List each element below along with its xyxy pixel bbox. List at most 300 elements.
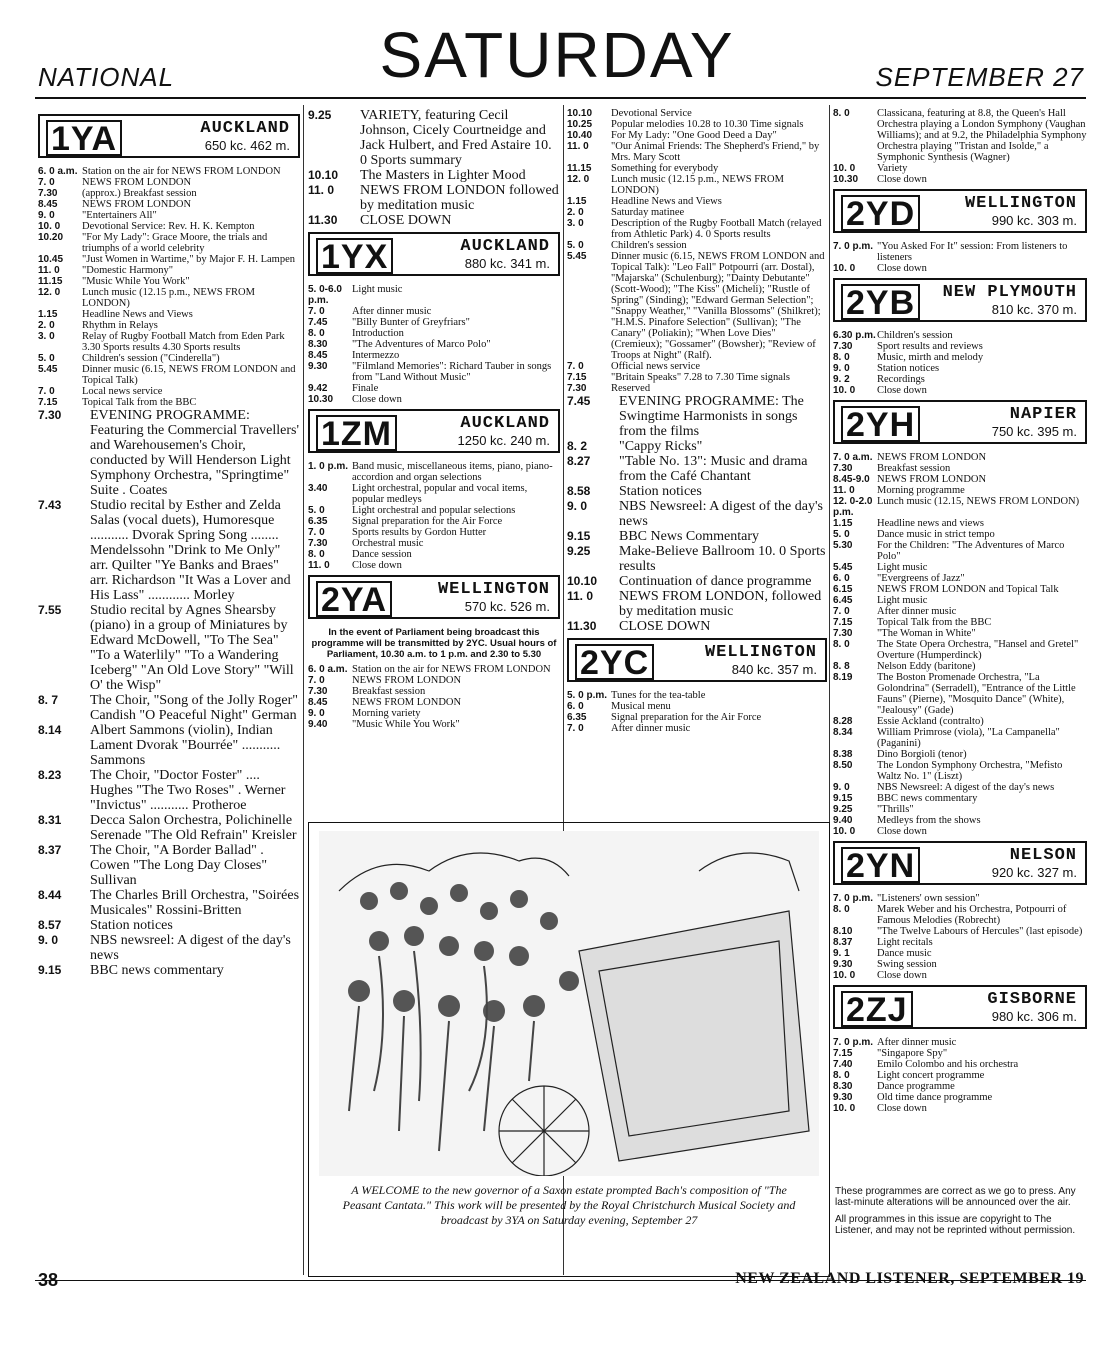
station-logo: 1YX <box>316 238 393 274</box>
disclaimer-text: These programmes are correct as we go to press. Any last-minute alterations will be announced over the air. <box>835 1186 1076 1208</box>
schedule-entry <box>833 804 1087 815</box>
entry-time: 11. 0 <box>308 560 330 571</box>
entry-time: 5. 0 <box>567 240 584 251</box>
entry-time: 10. 0 <box>833 385 856 396</box>
schedule-entry <box>833 163 1087 174</box>
entry-time: 8.44 <box>38 888 62 902</box>
entry-time: 8. 0 <box>833 1070 850 1081</box>
entry-description: Close down <box>877 174 927 185</box>
station-2ya <box>308 575 560 619</box>
entry-description: The Charles Brill Orchestra, "Soirées Musicales" Rossini-Britten <box>90 888 300 918</box>
station-logo: 2YB <box>841 284 920 320</box>
station-city: NAPIER <box>1009 405 1077 424</box>
schedule-entry <box>308 383 560 394</box>
schedule-entry <box>308 361 560 383</box>
schedule-entry <box>833 815 1087 826</box>
entry-time: 10. 0 <box>833 1103 856 1114</box>
entry-description: Intermezzo <box>352 350 400 361</box>
entry-description: Close down <box>877 263 927 274</box>
entry-time: 8. 0 <box>308 328 325 339</box>
entry-time: 9.15 <box>833 793 853 804</box>
schedule-entry <box>567 130 827 141</box>
entry-description: Dance music in strict tempo <box>877 529 995 540</box>
entry-description: BBC news commentary <box>877 793 978 804</box>
schedule-entry <box>38 287 300 309</box>
schedule-entry <box>38 276 300 287</box>
station-2yn <box>833 841 1087 885</box>
entry-description: Headline News and Views <box>611 196 722 207</box>
schedule-entry <box>38 166 300 177</box>
station-1zm <box>308 409 560 453</box>
schedule-entry <box>38 309 300 320</box>
entry-description: Emilo Colombo and his orchestra <box>877 1059 1019 1070</box>
entry-description: Lunch music (12.15 p.m., NEWS FROM LONDON) <box>611 174 784 196</box>
entry-description: Something for everybody <box>611 163 719 174</box>
entry-time: 8.19 <box>833 672 853 683</box>
entry-time: 7.40 <box>833 1059 853 1070</box>
entry-time: 5. 0-6.0 p.m. <box>308 284 342 306</box>
schedule-entry <box>308 483 560 505</box>
entry-description: BBC news commentary <box>90 963 224 978</box>
entry-description: Devotional Service: Rev. H. K. Kempton <box>82 221 255 232</box>
station-frequency: 810 kc. 370 m. <box>991 302 1077 317</box>
entry-description: Decca Salon Orchestra, Polichinelle Serenade "The Old Refrain" Kreisler <box>90 813 297 843</box>
entry-description: "Listeners' own session" <box>877 893 980 904</box>
copyright-text: All programmes in this issue are copyright to The Listener, and may not be reprinted without permission. <box>835 1214 1076 1236</box>
header-day: SATURDAY <box>379 19 735 91</box>
entry-time: 8.23 <box>38 768 62 782</box>
entry-time: 9. 0 <box>833 363 850 374</box>
schedule-entry <box>567 529 827 544</box>
entry-description: Station notices <box>877 363 940 374</box>
evening-programme-1ya <box>38 408 300 978</box>
parliament-note: In the event of Parliament being broadcast this programme will be transmitted by 2YC. Usual hours of Parliament, 10.30 a.m. to 1 p.m. and 2.30 to 5.30 <box>311 627 557 660</box>
schedule-entry <box>567 589 827 619</box>
schedule-entry <box>308 686 560 697</box>
entry-description: NBS Newsreel: A digest of the day's news <box>619 499 823 529</box>
entry-description: Orchestral music <box>352 538 424 549</box>
entry-time: 5. 0 <box>38 353 55 364</box>
entry-time: 10.10 <box>308 168 339 182</box>
entry-description: Marek Weber and his Orchestra, Potpourri of Famous Melodies (Robrecht) <box>877 904 1067 926</box>
entry-description: Music, mirth and melody <box>877 352 984 363</box>
entry-description: Signal preparation for the Air Force <box>611 712 762 723</box>
entry-description: Dance session <box>352 549 412 560</box>
entry-description: The Masters in Lighter Mood <box>360 168 526 183</box>
entry-time: 10. 0 <box>833 970 856 981</box>
entry-description: (approx.) Breakfast session <box>82 188 197 199</box>
schedule-entry <box>833 1037 1087 1048</box>
entry-time: 7.30 <box>567 383 587 394</box>
schedule-entry <box>833 529 1087 540</box>
entry-description: The London Symphony Orchestra, "Mefisto Waltz No. 1" (Liszt) <box>877 760 1063 782</box>
entry-time: 11.15 <box>567 163 592 174</box>
entry-time: 5. 0 <box>833 529 850 540</box>
schedule-entry <box>833 793 1087 804</box>
entry-time: 8.37 <box>833 937 853 948</box>
entry-description: Relay of Rugby Football Match from Eden Park 3.30 Sports results 4.30 Sports results <box>82 331 285 353</box>
schedule-entry <box>308 183 560 213</box>
schedule-entry <box>567 383 827 394</box>
schedule-entry <box>38 188 300 199</box>
schedule-2yb <box>833 330 1087 396</box>
schedule-entry <box>833 363 1087 374</box>
entry-time: 5. 0 <box>308 505 325 516</box>
schedule-entry <box>833 540 1087 562</box>
entry-time: 9. 0 <box>567 499 588 513</box>
schedule-entry <box>38 933 300 963</box>
schedule-entry <box>833 584 1087 595</box>
entry-description: After dinner music <box>611 723 691 734</box>
entry-description: Make-Believe Ballroom 10. 0 Sports results <box>619 544 826 574</box>
entry-time: 9.30 <box>308 361 328 372</box>
entry-description: VARIETY, featuring Cecil Johnson, Cicely Courtneidge and Jack Hulbert, and Fred Astaire 10. 0 Sports summary <box>360 108 552 168</box>
entry-description: Morning variety <box>352 708 421 719</box>
schedule-entry <box>833 562 1087 573</box>
entry-description: Headline news and views <box>877 518 985 529</box>
entry-time: 8.31 <box>38 813 62 827</box>
entry-time: 7.30 <box>38 408 62 422</box>
schedule-entry <box>38 364 300 386</box>
header-national: NATIONAL <box>38 62 175 92</box>
station-city: NEW PLYMOUTH <box>942 283 1077 302</box>
column-divider <box>303 105 304 1275</box>
entry-description: "Table No. 13": Music and drama from the Café Chantant <box>619 454 808 484</box>
station-city: AUCKLAND <box>460 414 550 433</box>
entry-description: NBS Newsreel: A digest of the day's news <box>877 782 1055 793</box>
station-frequency: 920 kc. 327 m. <box>991 865 1077 880</box>
entry-description: Sports results by Gordon Hutter <box>352 527 487 538</box>
schedule-entry <box>833 485 1087 496</box>
schedule-entry <box>567 240 827 251</box>
illustration-panel <box>308 822 830 1277</box>
schedule-entry <box>567 544 827 574</box>
entry-description: Topical Talk from the BBC <box>82 397 197 408</box>
entry-time: 8.27 <box>567 454 591 468</box>
entry-description: "For My Lady": Grace Moore, the trials and triumphs of a world celebrity <box>82 232 268 254</box>
schedule-entry <box>833 463 1087 474</box>
schedule-entry <box>833 661 1087 672</box>
schedule-entry <box>833 760 1087 782</box>
entry-time: 8.57 <box>38 918 62 932</box>
entry-time: 6. 0 a.m. <box>308 664 348 675</box>
schedule-entry <box>38 768 300 813</box>
top-rule <box>35 97 1086 99</box>
entry-description: NEWS FROM LONDON <box>877 452 987 463</box>
entry-time: 8.34 <box>833 727 853 738</box>
entry-description: Recordings <box>877 374 925 385</box>
entry-description: Children's session <box>611 240 687 251</box>
schedule-entry <box>567 207 827 218</box>
schedule-2yd <box>833 241 1087 274</box>
entry-description: "Our Animal Friends: The Shepherd's Friend," by Mrs. Mary Scott <box>611 141 820 163</box>
station-city: NELSON <box>1009 846 1077 865</box>
schedule-entry <box>308 697 560 708</box>
entry-description: Popular melodies 10.28 to 10.30 Time signals <box>611 119 804 130</box>
schedule-entry <box>567 108 827 119</box>
station-frequency: 570 kc. 526 m. <box>464 599 550 614</box>
entry-description: Light orchestral, popular and vocal items, popular medleys <box>352 483 528 505</box>
schedule-entry <box>833 727 1087 749</box>
entry-description: Dinner music (6.15, NEWS FROM LONDON and Topical Talk) <box>82 364 296 386</box>
entry-description: Station on the air for NEWS FROM LONDON <box>82 166 281 177</box>
entry-time: 11. 0 <box>833 485 855 496</box>
entry-description: Tunes for the tea-table <box>611 690 706 701</box>
column-4 <box>833 108 1087 1114</box>
entry-description: "Just Women in Wartime," by Major F. H. Lampen <box>82 254 296 265</box>
entry-time: 3. 0 <box>567 218 584 229</box>
schedule-entry <box>833 452 1087 463</box>
entry-description: The Boston Promenade Orchestra, "La Golondrina" (Serradell), "Entrance of the Little Fauns" (Pierne), "Mosquito Dance" (White), "Jealousy" (Gade) <box>877 672 1076 716</box>
page-number: 38 <box>38 1270 59 1290</box>
entry-time: 7. 0 <box>38 386 55 397</box>
station-frequency: 840 kc. 357 m. <box>731 662 817 677</box>
schedule-entry <box>308 284 560 306</box>
schedule-entry <box>833 330 1087 341</box>
schedule-entry <box>833 639 1087 661</box>
entry-time: 7. 0 <box>38 177 55 188</box>
entry-time: 9.25 <box>308 108 332 122</box>
entry-description: The Choir, "Doctor Foster" .... Hughes "The Two Roses" . Werner "Invictus" ........... Protheroe <box>90 768 286 813</box>
entry-time: 7. 0 <box>567 361 584 372</box>
entry-description: Light orchestral and popular selections <box>352 505 516 516</box>
schedule-entry <box>38 843 300 888</box>
entry-time: 11. 0 <box>567 589 594 603</box>
schedule-entry <box>38 386 300 397</box>
schedule-entry <box>308 317 560 328</box>
schedule-entry <box>567 218 827 240</box>
entry-time: 9. 0 <box>308 708 325 719</box>
schedule-entry <box>38 265 300 276</box>
entry-time: 11. 0 <box>308 183 335 197</box>
schedule-entry <box>833 959 1087 970</box>
station-2zj <box>833 985 1087 1029</box>
station-city: AUCKLAND <box>200 119 290 138</box>
entry-time: 3. 0 <box>38 331 55 342</box>
station-city: WELLINGTON <box>437 580 550 599</box>
entry-time: 9.25 <box>833 804 853 815</box>
entry-time: 9. 0 <box>38 933 59 947</box>
schedule-entry <box>567 163 827 174</box>
station-frequency: 990 kc. 303 m. <box>991 213 1077 228</box>
entry-description: Close down <box>877 826 927 837</box>
schedule-entry <box>833 263 1087 274</box>
schedule-entry <box>38 331 300 353</box>
entry-time: 5. 0 p.m. <box>567 690 608 701</box>
entry-description: Devotional Service <box>611 108 692 119</box>
schedule-entry <box>833 518 1087 529</box>
entry-description: Headline News and Views <box>82 309 193 320</box>
entry-description: Dino Borgioli (tenor) <box>877 749 967 760</box>
schedule-entry <box>833 716 1087 727</box>
entry-time: 9. 0 <box>38 210 55 221</box>
entry-description: Sport results and reviews <box>877 341 983 352</box>
entry-time: 7. 0 a.m. <box>833 452 873 463</box>
schedule-entry <box>38 603 300 693</box>
entry-description: Dance programme <box>877 1081 955 1092</box>
entry-description: After dinner music <box>877 1037 957 1048</box>
schedule-entry <box>567 439 827 454</box>
entry-time: 10.30 <box>308 394 334 405</box>
entry-description: Variety <box>877 163 908 174</box>
entry-description: Introduction <box>352 328 404 339</box>
entry-description: Breakfast session <box>877 463 951 474</box>
station-frequency: 650 kc. 462 m. <box>204 138 290 153</box>
entry-time: 8.45 <box>308 697 328 708</box>
entry-description: NBS newsreel: A digest of the day's news <box>90 933 291 963</box>
schedule-entry <box>567 196 827 207</box>
entry-time: 8.58 <box>567 484 591 498</box>
schedule-entry <box>833 782 1087 793</box>
station-city: AUCKLAND <box>460 237 550 256</box>
entry-time: 2. 0 <box>38 320 55 331</box>
entry-time: 6.30 p.m. <box>833 330 876 341</box>
schedule-entry <box>833 749 1087 760</box>
schedule-entry <box>567 251 827 361</box>
station-city: WELLINGTON <box>964 194 1077 213</box>
entry-time: 9. 0 <box>833 782 850 793</box>
schedule-entry <box>833 672 1087 716</box>
schedule-entry <box>833 374 1087 385</box>
schedule-entry <box>567 361 827 372</box>
schedule-entry <box>833 496 1087 518</box>
entry-description: Rhythm in Relays <box>82 320 158 331</box>
entry-time: 7.45 <box>308 317 328 328</box>
entry-description: For My Lady: "One Good Deed a Day" <box>611 130 777 141</box>
entry-time: 1. 0 p.m. <box>308 461 349 472</box>
schedule-entry <box>38 177 300 188</box>
entry-time: 1.15 <box>38 309 58 320</box>
schedule-2ya-cont <box>567 108 827 394</box>
schedule-entry <box>833 573 1087 584</box>
entry-time: 8. 0 <box>833 352 850 363</box>
entry-time: 7. 0 <box>308 527 325 538</box>
entry-time: 11. 0 <box>567 141 589 152</box>
schedule-entry <box>38 888 300 918</box>
entry-description: Topical Talk from the BBC <box>877 617 992 628</box>
schedule-entry <box>833 926 1087 937</box>
entry-time: 7.15 <box>833 1048 853 1059</box>
schedule-entry <box>38 693 300 723</box>
entry-description: BBC News Commentary <box>619 529 759 544</box>
entry-time: 5.45 <box>567 251 587 262</box>
station-logo: 2YH <box>841 406 920 442</box>
entry-time: 11. 0 <box>38 265 60 276</box>
entry-time: 6. 0 <box>567 701 584 712</box>
schedule-entry <box>833 937 1087 948</box>
schedule-2yc-cont <box>833 108 1087 185</box>
entry-description: EVENING PROGRAMME: Featuring the Commercial Travellers' and Warehousemen's Choir, conducted by Will Henderson Light Symphony Orchestra, "Springtime" Suite . Coates <box>90 408 299 498</box>
entry-time: 1.15 <box>567 196 587 207</box>
entry-description: NEWS FROM LONDON and Topical Talk <box>877 584 1059 595</box>
entry-time: 7.30 <box>833 341 853 352</box>
entry-time: 8.38 <box>833 749 853 760</box>
schedule-entry <box>833 352 1087 363</box>
entry-time: 8.28 <box>833 716 853 727</box>
entry-description: Light concert programme <box>877 1070 985 1081</box>
schedule-entry <box>38 199 300 210</box>
station-2yh <box>833 400 1087 444</box>
entry-time: 8. 7 <box>38 693 59 707</box>
schedule-entry <box>833 1081 1087 1092</box>
entry-time: 5.45 <box>38 364 58 375</box>
entry-time: 10.10 <box>567 108 593 119</box>
entry-time: 10.10 <box>567 574 598 588</box>
entry-description: NEWS FROM LONDON <box>82 199 192 210</box>
entry-description: "Thrills" <box>877 804 914 815</box>
entry-description: Dance music <box>877 948 932 959</box>
schedule-entry <box>833 385 1087 396</box>
schedule-entry <box>38 963 300 978</box>
schedule-entry <box>38 221 300 232</box>
schedule-entry <box>308 527 560 538</box>
entry-description: The State Opera Orchestra, "Hansel and Gretel" Overture (Humperdinck) <box>877 639 1079 661</box>
entry-description: CLOSE DOWN <box>619 619 711 634</box>
entry-description: "Billy Bunter of Greyfriars" <box>352 317 470 328</box>
entry-description: Signal preparation for the Air Force <box>352 516 503 527</box>
entry-time: 12. 0 <box>38 287 61 298</box>
entry-time: 7. 0 p.m. <box>833 241 874 252</box>
schedule-entry <box>308 461 560 483</box>
schedule-entry <box>308 675 560 686</box>
station-logo: 2YC <box>575 644 654 680</box>
schedule-entry <box>308 719 560 730</box>
entry-description: "Singapore Spy" <box>877 1048 948 1059</box>
schedule-entry <box>38 353 300 364</box>
entry-time: 7.15 <box>833 617 853 628</box>
entry-description: NEWS FROM LONDON <box>352 697 462 708</box>
schedule-entry <box>567 372 827 383</box>
station-frequency: 980 kc. 306 m. <box>991 1009 1077 1024</box>
entry-time: 9.30 <box>833 1092 853 1103</box>
entry-time: 7. 0 <box>833 606 850 617</box>
entry-description: Morning programme <box>877 485 965 496</box>
schedule-entry <box>833 341 1087 352</box>
column-3 <box>567 108 827 734</box>
schedule-entry <box>833 595 1087 606</box>
column-2 <box>308 108 560 730</box>
schedule-entry <box>567 119 827 130</box>
entry-description: Close down <box>352 394 402 405</box>
schedule-entry <box>833 970 1087 981</box>
schedule-entry <box>567 499 827 529</box>
entry-description: Children's session <box>877 330 953 341</box>
entry-description: "Evergreens of Jazz" <box>877 573 965 584</box>
entry-time: 8. 2 <box>567 439 588 453</box>
schedule-entry <box>308 560 560 571</box>
schedule-entry <box>567 141 827 163</box>
entry-time: 8. 0 <box>308 549 325 560</box>
schedule-entry <box>567 454 827 484</box>
entry-description: EVENING PROGRAMME: The Swingtime Harmonists in songs from the films <box>619 394 804 439</box>
entry-time: 11.30 <box>567 619 597 633</box>
entry-time: 10.25 <box>567 119 593 130</box>
entry-description: Medleys from the shows <box>877 815 981 826</box>
entry-time: 6.45 <box>833 595 853 606</box>
evening-programme-2ya <box>567 394 827 634</box>
station-1ya <box>38 114 300 158</box>
station-2yb <box>833 278 1087 322</box>
entry-description: NEWS FROM LONDON <box>352 675 462 686</box>
entry-description: After dinner music <box>352 306 432 317</box>
entry-time: 5.30 <box>833 540 853 551</box>
station-2yc <box>567 638 827 682</box>
entry-description: Lunch music (12.15, NEWS FROM LONDON) <box>877 496 1080 507</box>
entry-description: Close down <box>877 385 927 396</box>
schedule-entry <box>567 574 827 589</box>
entry-description: Lunch music (12.15 p.m., NEWS FROM LONDON) <box>82 287 255 309</box>
schedule-entry <box>567 712 827 723</box>
